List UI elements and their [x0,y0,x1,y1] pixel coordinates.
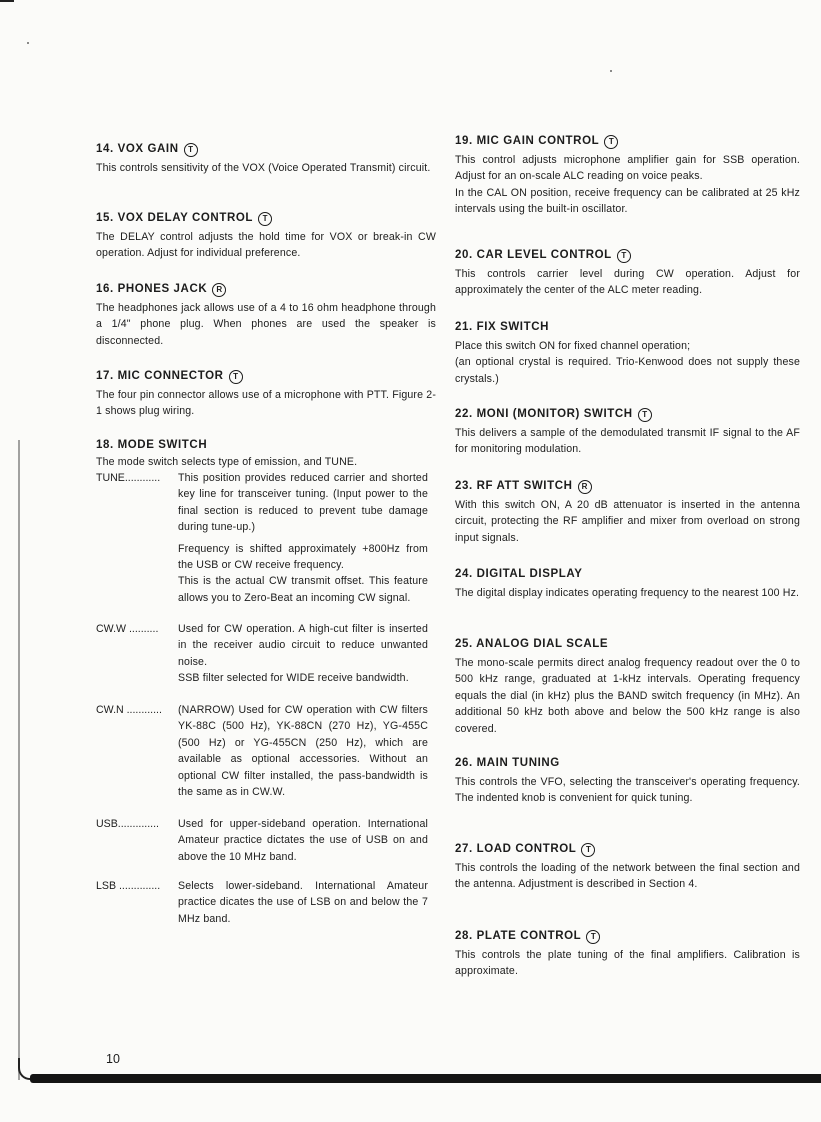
section-title: 25. ANALOG DIAL SCALE [455,638,609,650]
mode-label: CW.N ............ [96,704,162,716]
section-mic-connector [96,369,436,420]
mode-label: TUNE............ [96,472,161,484]
scan-speck [27,42,29,44]
section-body: The mono-scale permits direct analog frequency readout over the 0 to 500 kHz range, graduated at 1-kHz intervals. Operating frequency equals the dial (in kHz) plus the BAND switch frequency (in MHz). An additional 50 kHz both above and below the 500 kHz range is also covered. [455,657,800,735]
t-symbol-icon: T [229,370,243,384]
mode-description: Used for CW operation. A high-cut filter is inserted in the receiver audio circuit to reduce unwanted noise. [178,623,428,668]
section-title: 21. FIX SWITCH [455,321,550,333]
section-body: This controls the loading of the network between the final section and the antenna. Adjustment is described in Section 4. [455,862,800,891]
section-title: 17. MIC CONNECTOR [96,370,224,382]
section-title: 18. MODE SWITCH [96,439,208,451]
page-number: 10 [106,1052,120,1066]
mode-description: SSB filter selected for WIDE receive bandwidth. [178,672,409,685]
t-symbol-icon: T [638,408,652,422]
section-body: This control adjusts microphone amplifier gain for SSB operation. Adjust for an on-scale ALC reading on voice peaks. [455,154,800,183]
section-title: 27. LOAD CONTROL [455,843,577,855]
mode-description: Frequency is shifted approximately +800Hz from the USB or CW receive frequency. [178,542,428,572]
section-body: In the CAL ON position, receive frequency can be calibrated at 25 kHz intervals using the built-in oscillator. [455,186,800,216]
section-car-level-control [455,248,800,299]
t-symbol-icon: T [586,930,600,944]
mode-description: This position provides reduced carrier and shorted key line for transceiver tuning. (Input power to the final section is reduced to prevent tube damage during tune-up.) [178,472,428,534]
section-title: 28. PLATE CONTROL [455,930,582,942]
section-mode-switch [96,438,436,938]
r-symbol-icon: R [212,283,226,297]
section-title: 19. MIC GAIN CONTROL [455,135,600,147]
section-mic-gain-control [455,134,800,218]
t-symbol-icon: T [581,843,595,857]
t-symbol-icon: T [184,143,198,157]
section-phones-jack [96,282,436,349]
section-fix-switch [455,320,800,387]
section-body: This controls the plate tuning of the final amplifiers. Calibration is approximate. [455,949,800,978]
section-title: 15. VOX DELAY CONTROL [96,212,254,224]
section-body: The DELAY control adjusts the hold time for VOX or break-in CW operation. Adjust for individual preference. [96,231,436,260]
section-rf-att-switch [455,479,800,546]
section-title: 23. RF ATT SWITCH [455,480,573,492]
mode-label: LSB .............. [96,880,161,892]
scan-speck [610,70,612,72]
section-body: This controls carrier level during CW operation. Adjust for approximately the center of the ALC meter reading. [455,268,800,297]
section-digital-display [455,567,800,601]
section-title: 22. MONI (MONITOR) SWITCH [455,408,633,420]
section-body: (an optional crystal is required. Trio-Kenwood does not supply these crystals.) [455,356,800,385]
scan-bottom-edge [30,1074,821,1083]
section-body: This controls the VFO, selecting the transceiver's operating frequency. The indented knob is convenient for quick tuning. [455,776,800,805]
section-plate-control [455,929,800,980]
section-moni-switch [455,407,800,458]
mode-description: Used for upper-sideband operation. International Amateur practice dictates the use of USB on and above the 10 MHz band. [178,818,428,863]
t-symbol-icon: T [604,135,618,149]
section-body: This delivers a sample of the demodulated transmit IF signal to the AF for monitoring modulation. [455,427,800,456]
section-body: The headphones jack allows use of a 4 to 16 ohm headphone through a 1/4" phone plug. When phones are used the speaker is disconnected. [96,302,436,347]
mode-label: USB.............. [96,818,159,830]
section-title: 26. MAIN TUNING [455,757,560,769]
section-body: The four pin connector allows use of a microphone with PTT. Figure 2-1 shows plug wiring. [96,389,436,418]
mode-label: CW.W .......... [96,623,159,635]
t-symbol-icon: T [617,249,631,263]
mode-description: Selects lower-sideband. International Amateur practice dicates the use of LSB on and below the 7 MHz band. [178,880,428,925]
t-symbol-icon: T [258,212,272,226]
section-vox-gain [96,142,436,176]
section-body: With this switch ON, A 20 dB attenuator is inserted in the antenna circuit, protecting the RF amplifier and mixer from overload on strong input signals. [455,499,800,544]
section-body: The mode switch selects type of emission, and TUNE. [96,456,358,468]
section-title: 24. DIGITAL DISPLAY [455,568,583,580]
mode-description: (NARROW) Used for CW operation with CW filters YK-88C (500 Hz), YK-88CN (270 Hz), YG-455C (500 Hz) or YG-455CN (250 Hz), which are available as optional accessories. Without an optional CW filter installed, the pass-bandwidth is the same as in CW.W. [178,704,428,799]
mode-description: This is the actual CW transmit offset. This feature allows you to Zero-Beat an incoming CW signal. [178,575,428,604]
section-body: This controls sensitivity of the VOX (Voice Operated Transmit) circuit. [96,162,431,174]
section-body: Place this switch ON for fixed channel operation; [455,340,691,352]
section-title: 16. PHONES JACK [96,283,208,295]
section-main-tuning [455,756,800,807]
section-title: 20. CAR LEVEL CONTROL [455,249,612,261]
scan-corner-mark [0,0,14,2]
section-vox-delay-control [96,211,436,262]
scan-left-edge [18,440,20,1080]
section-load-control [455,842,800,893]
section-title: 14. VOX GAIN [96,143,179,155]
section-analog-dial-scale [455,637,800,737]
section-body: The digital display indicates operating frequency to the nearest 100 Hz. [455,587,800,599]
r-symbol-icon: R [578,480,592,494]
